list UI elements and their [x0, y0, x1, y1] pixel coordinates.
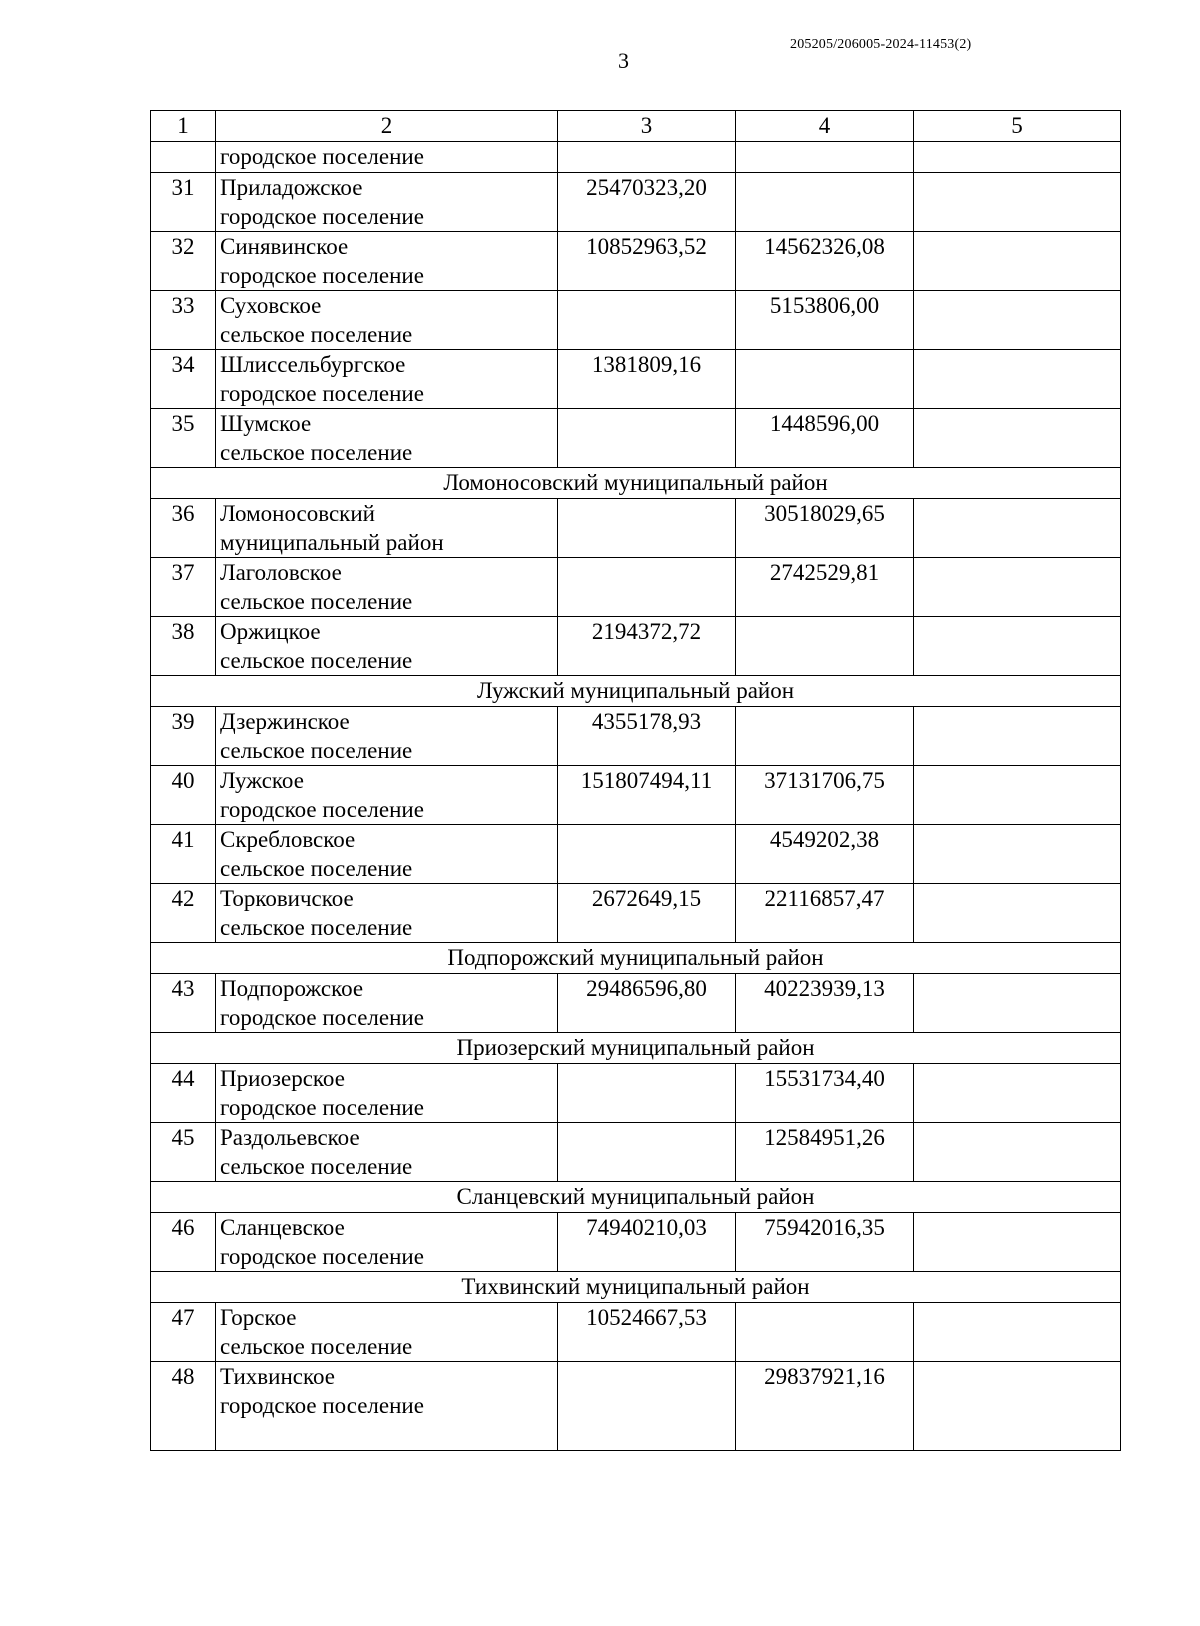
settlement-name: Лужское — [220, 768, 304, 793]
row-name — [216, 1303, 558, 1362]
settlement-name: Подпорожское — [220, 976, 364, 1001]
row-name — [216, 974, 558, 1033]
row-value-4: 4549202,38 — [736, 825, 914, 884]
row-value-4: 1448596,00 — [736, 409, 914, 468]
district-title: Приозерский муниципальный район — [151, 1033, 1121, 1064]
row-number: 45 — [151, 1123, 216, 1182]
settlement-name: Тихвинское — [220, 1364, 335, 1389]
settlement-name: Шлиссельбургское — [220, 352, 406, 377]
district-title: Тихвинский муниципальный район — [151, 1272, 1121, 1303]
table-row — [151, 291, 1121, 350]
row-value-4 — [736, 142, 914, 173]
settlement-name: Раздольевское — [220, 1125, 360, 1150]
settlement-type: сельское поселение — [220, 648, 413, 673]
row-number: 32 — [151, 232, 216, 291]
row-number: 43 — [151, 974, 216, 1033]
settlement-name: Приозерское — [220, 1066, 345, 1091]
row-name — [216, 558, 558, 617]
row-value-3: 74940210,03 — [558, 1213, 736, 1272]
row-number: 38 — [151, 617, 216, 676]
row-value-4 — [736, 1303, 914, 1362]
row-value-5 — [914, 1064, 1121, 1123]
row-value-3: 151807494,11 — [558, 766, 736, 825]
row-value-3 — [558, 1123, 736, 1182]
row-name — [216, 707, 558, 766]
row-value-5 — [914, 617, 1121, 676]
district-title: Сланцевский муниципальный район — [151, 1182, 1121, 1213]
row-number: 46 — [151, 1213, 216, 1272]
row-number: 48 — [151, 1362, 216, 1451]
settlement-name: Скребловское — [220, 827, 356, 852]
column-header-2: 2 — [216, 111, 558, 142]
row-value-4 — [736, 173, 914, 232]
row-number: 40 — [151, 766, 216, 825]
row-value-4: 22116857,47 — [736, 884, 914, 943]
table-row — [151, 884, 1121, 943]
settlement-name: Оржицкое — [220, 619, 321, 644]
row-number: 44 — [151, 1064, 216, 1123]
row-value-4: 14562326,08 — [736, 232, 914, 291]
row-value-3 — [558, 1064, 736, 1123]
row-value-3: 25470323,20 — [558, 173, 736, 232]
row-value-3 — [558, 1362, 736, 1451]
row-number: 31 — [151, 173, 216, 232]
table-header — [151, 111, 1121, 142]
row-value-4: 15531734,40 — [736, 1064, 914, 1123]
row-value-3 — [558, 558, 736, 617]
settlement-type: городское поселение — [220, 797, 424, 822]
row-name — [216, 1362, 558, 1451]
row-value-4: 37131706,75 — [736, 766, 914, 825]
settlement-type: сельское поселение — [220, 856, 413, 881]
table-row — [151, 1362, 1121, 1451]
table-row — [151, 1213, 1121, 1272]
district-header-row — [151, 1033, 1121, 1064]
settlement-type: сельское поселение — [220, 915, 413, 940]
row-value-4: 12584951,26 — [736, 1123, 914, 1182]
row-value-5 — [914, 974, 1121, 1033]
row-name — [216, 617, 558, 676]
row-value-3: 4355178,93 — [558, 707, 736, 766]
row-number: 42 — [151, 884, 216, 943]
row-number: 41 — [151, 825, 216, 884]
settlement-type: сельское поселение — [220, 589, 413, 614]
row-value-5 — [914, 173, 1121, 232]
row-value-3: 1381809,16 — [558, 350, 736, 409]
row-value-5 — [914, 409, 1121, 468]
row-value-4 — [736, 617, 914, 676]
row-value-3: 2672649,15 — [558, 884, 736, 943]
settlement-name: Лаголовское — [220, 560, 342, 585]
district-header-row — [151, 1272, 1121, 1303]
table-row — [151, 825, 1121, 884]
row-value-3 — [558, 499, 736, 558]
table-row — [151, 1064, 1121, 1123]
table-body — [151, 142, 1121, 1451]
district-header-row — [151, 468, 1121, 499]
row-value-3: 29486596,80 — [558, 974, 736, 1033]
settlement-name: Приладожское — [220, 175, 363, 200]
row-name — [216, 173, 558, 232]
row-number: 34 — [151, 350, 216, 409]
settlement-type: городское поселение — [220, 1095, 424, 1120]
settlement-type: сельское поселение — [220, 738, 413, 763]
row-value-4 — [736, 350, 914, 409]
row-value-3 — [558, 825, 736, 884]
row-value-3 — [558, 409, 736, 468]
table-row — [151, 707, 1121, 766]
row-value-4 — [736, 707, 914, 766]
table-row — [151, 766, 1121, 825]
settlement-type: муниципальный район — [220, 530, 444, 555]
document-id: 205205/206005-2024-11453(2) — [790, 37, 972, 52]
row-value-5 — [914, 707, 1121, 766]
row-value-5 — [914, 1213, 1121, 1272]
settlement-type: сельское поселение — [220, 1154, 413, 1179]
row-number: 36 — [151, 499, 216, 558]
row-name — [216, 409, 558, 468]
row-value-5 — [914, 232, 1121, 291]
district-title: Ломоносовский муниципальный район — [151, 468, 1121, 499]
table-row — [151, 173, 1121, 232]
table-row — [151, 1303, 1121, 1362]
settlement-type: городское поселение — [220, 1393, 424, 1418]
row-value-5 — [914, 884, 1121, 943]
row-name — [216, 766, 558, 825]
district-header-row — [151, 1182, 1121, 1213]
settlement-name: Горское — [220, 1305, 297, 1330]
row-number — [151, 142, 216, 173]
settlement-type: городское поселение — [220, 381, 424, 406]
row-name — [216, 1213, 558, 1272]
column-header-4: 4 — [736, 111, 914, 142]
row-name — [216, 291, 558, 350]
district-header-row — [151, 943, 1121, 974]
continuation-row — [151, 142, 1121, 173]
settlement-type: городское поселение — [220, 1005, 424, 1030]
data-table — [150, 110, 1121, 1451]
settlement-type: городское поселение — [220, 204, 424, 229]
row-value-4: 75942016,35 — [736, 1213, 914, 1272]
row-value-5 — [914, 291, 1121, 350]
settlement-name: Торковичское — [220, 886, 354, 911]
row-value-4: 2742529,81 — [736, 558, 914, 617]
table-row — [151, 1123, 1121, 1182]
row-value-3: 2194372,72 — [558, 617, 736, 676]
row-value-5 — [914, 1303, 1121, 1362]
row-value-4: 30518029,65 — [736, 499, 914, 558]
row-value-4: 5153806,00 — [736, 291, 914, 350]
settlement-name: Синявинское — [220, 234, 349, 259]
column-header-5: 5 — [914, 111, 1121, 142]
row-number: 33 — [151, 291, 216, 350]
row-name: городское поселение — [216, 142, 558, 173]
row-name — [216, 499, 558, 558]
row-value-5 — [914, 142, 1121, 173]
row-value-3: 10852963,52 — [558, 232, 736, 291]
settlement-name: Сланцевское — [220, 1215, 345, 1240]
row-number: 37 — [151, 558, 216, 617]
row-value-5 — [914, 558, 1121, 617]
settlement-name: Дзержинское — [220, 709, 350, 734]
district-title: Подпорожский муниципальный район — [151, 943, 1121, 974]
settlement-name: Суховское — [220, 293, 322, 318]
row-name — [216, 825, 558, 884]
table-row — [151, 499, 1121, 558]
settlement-type: сельское поселение — [220, 440, 413, 465]
row-value-5 — [914, 350, 1121, 409]
district-header-row — [151, 676, 1121, 707]
row-value-3 — [558, 291, 736, 350]
page-number: 3 — [618, 48, 629, 73]
row-name — [216, 884, 558, 943]
settlement-type: сельское поселение — [220, 1334, 413, 1359]
district-title: Лужский муниципальный район — [151, 676, 1121, 707]
row-value-3: 10524667,53 — [558, 1303, 736, 1362]
table-row — [151, 409, 1121, 468]
row-number: 47 — [151, 1303, 216, 1362]
row-value-3 — [558, 142, 736, 173]
row-value-5 — [914, 766, 1121, 825]
row-value-5 — [914, 1123, 1121, 1182]
row-value-5 — [914, 499, 1121, 558]
table-row — [151, 974, 1121, 1033]
column-header-1: 1 — [151, 111, 216, 142]
table-row — [151, 617, 1121, 676]
column-header-3: 3 — [558, 111, 736, 142]
row-value-5 — [914, 1362, 1121, 1451]
settlement-type: сельское поселение — [220, 322, 413, 347]
settlement-type: городское поселение — [220, 1244, 424, 1269]
row-name — [216, 1064, 558, 1123]
row-name — [216, 232, 558, 291]
row-name — [216, 350, 558, 409]
table-row — [151, 558, 1121, 617]
table-row — [151, 350, 1121, 409]
row-number: 35 — [151, 409, 216, 468]
settlement-type: городское поселение — [220, 263, 424, 288]
row-number: 39 — [151, 707, 216, 766]
row-value-5 — [914, 825, 1121, 884]
table-row — [151, 232, 1121, 291]
settlement-name: Ломоносовский — [220, 501, 375, 526]
row-value-4: 29837921,16 — [736, 1362, 914, 1451]
row-name — [216, 1123, 558, 1182]
settlement-name: Шумское — [220, 411, 312, 436]
row-value-4: 40223939,13 — [736, 974, 914, 1033]
